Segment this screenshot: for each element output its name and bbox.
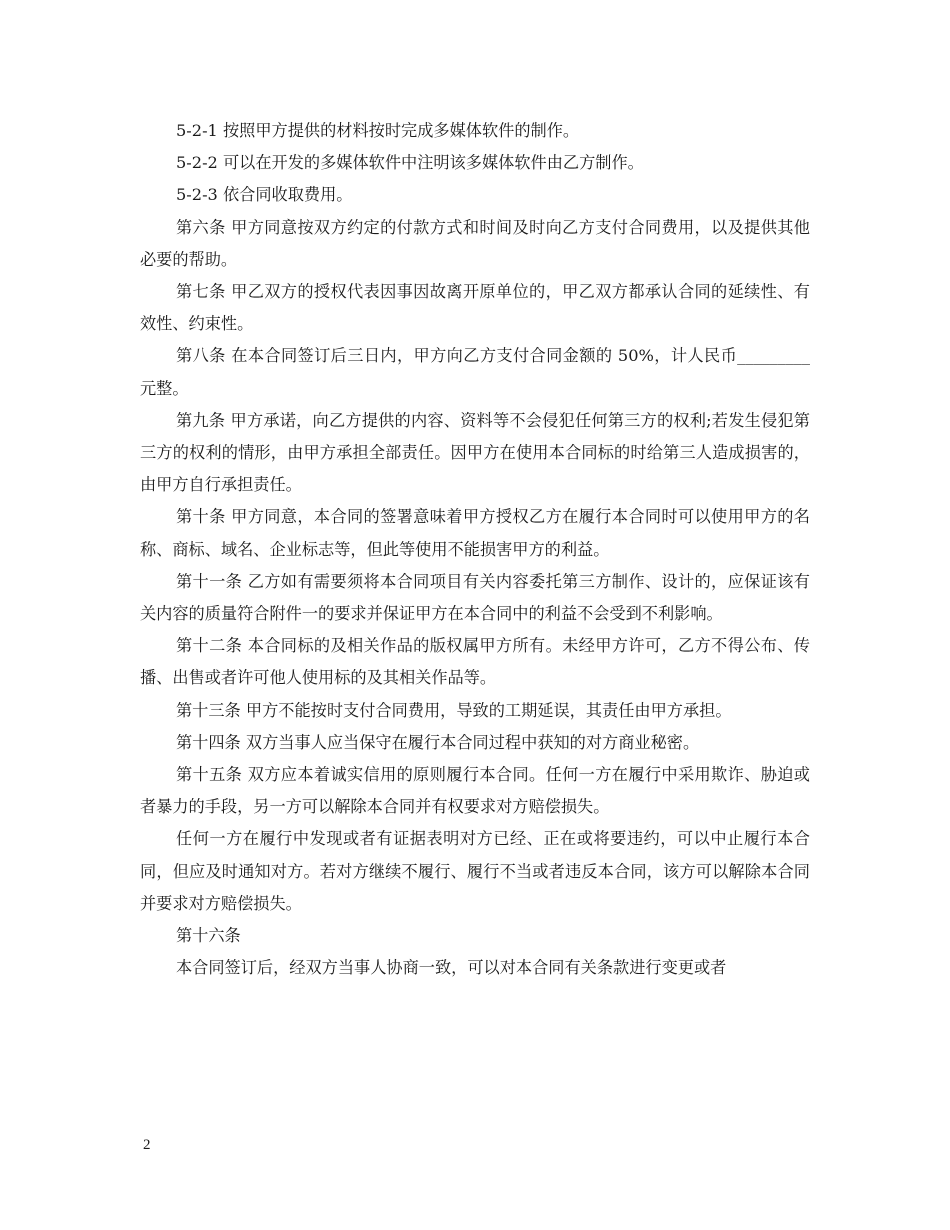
article-12: 第十二条 本合同标的及相关作品的版权属甲方所有。未经甲方许可，乙方不得公布、传播、出售或者许可他人使用标的及其相关作品等。 [140,636,810,688]
article-7: 第七条 甲乙双方的授权代表因事因故离开原单位的，甲乙双方都承认合同的延续性、有效性、约束性。 [140,282,810,334]
article-16-heading: 第十六条 [176,926,241,946]
contract-body [140,115,810,984]
article-6: 第六条 甲方同意按双方约定的付款方式和时间及时向乙方支付合同费用，以及提供其他必要的帮助。 [140,217,810,269]
article-16-text: 本合同签订后，经双方当事人协商一致，可以对本合同有关条款进行变更或者 [176,958,727,978]
article-10: 第十条 甲方同意，本合同的签署意味着甲方授权乙方在履行本合同时可以使用甲方的名称、商标、域名、企业标志等，但此等使用不能损害甲方的利益。 [140,507,810,559]
article-14: 第十四条 双方当事人应当保守在履行本合同过程中获知的对方商业秘密。 [176,732,700,752]
article-15-continuation: 任何一方在履行中发现或者有证据表明对方已经、正在或将要违约，可以中止履行本合同，但应及时通知对方。若对方继续不履行、履行不当或者违反本合同，该方可以解除本合同并要求对方赔偿损失。 [140,829,810,913]
article-15: 第十五条 双方应本着诚实信用的原则履行本合同。任何一方在履行中采用欺诈、胁迫或者暴力的手段，另一方可以解除本合同并有权要求对方赔偿损失。 [140,765,810,817]
article-11: 第十一条 乙方如有需要须将本合同项目有关内容委托第三方制作、设计的，应保证该有关内容的质量符合附件一的要求并保证甲方在本合同中的利益不会受到不利影响。 [140,571,810,624]
article-8: 第八条 在本合同签订后三日内，甲方向乙方支付合同金额的 50%，计人民币_________元整。 [140,346,810,398]
clause-5-2-3: 5-2-3 依合同收取费用。 [176,185,353,205]
clause-5-2-1: 5-2-1 按照甲方提供的材料按时完成多媒体软件的制作。 [176,121,580,140]
clause-5-2-2: 5-2-2 可以在开发的多媒体软件中注明该多媒体软件由乙方制作。 [176,153,644,173]
article-13: 第十三条 甲方不能按时支付合同费用，导致的工期延误，其责任由甲方承担。 [176,700,732,720]
page-number: 2 [143,1137,151,1153]
article-9: 第九条 甲方承诺，向乙方提供的内容、资料等不会侵犯任何第三方的权利;若发生侵犯第三方的权利的情形，由甲方承担全部责任。因甲方在使用本合同标的时给第三人造成损害的，由甲方自行承担责任。 [140,410,810,495]
